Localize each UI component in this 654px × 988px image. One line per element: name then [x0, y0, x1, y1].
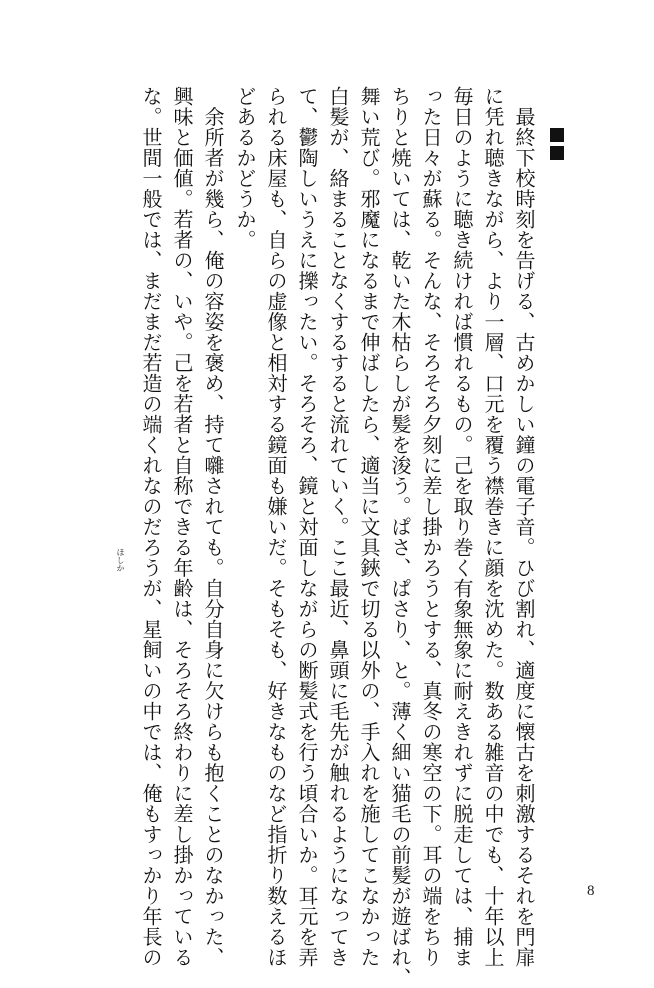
text-column: られる床屋も、自らの虚像と相対する鏡面も嫌いだ。そもそも、好きなものなど指折り数えるほ [264, 86, 288, 968]
text-column: ちりと焼いては、乾いた木枯らしが髪を浚う。ぱさ、ぱさり、と。薄く細い猫毛の前髪が遊ばれ、 [388, 86, 412, 988]
text-column: どあるかどうか。 [233, 86, 257, 250]
ruby-annotation: ほしか [116, 548, 125, 572]
text-column: て、鬱陶しいうえに擽ったい。そろそろ、鏡と対面しながらの断髪式を行う頃合いか。耳元を弄 [295, 86, 319, 968]
text-column: 興味と価値。若者の、いや。己を若者と自称できる年齢は、そろそろ終わりに差し掛かっている [170, 86, 194, 968]
text-column: に凭れ聴きながら、より一層、口元を覆う襟巻きに顔を沈めた。数ある雑音の中でも、十年以上 [481, 86, 505, 968]
text-column: 余所者が幾ら、俺の容姿を褒め、持て囃されても。自分自身に欠けらも抱くことのなかった、 [201, 86, 225, 968]
text-column: な。世間一般では、まだまだ若造の端くれなのだろうが、星飼いの中では、俺もすっかり年長の [139, 86, 163, 968]
text-column: 白髪が、絡まることなくするすると流れていく。ここ最近、鼻頭に毛先が触れるようになってき [326, 86, 350, 968]
text-column: った日々が蘇る。そんな、そろそろ夕刻に差し掛かろうとする、真冬の寒空の下。耳の端をちり [419, 86, 443, 968]
page-number: 8 [587, 883, 595, 899]
text-column: 毎日のように聴き続ければ慣れるもの。己を取り巻く有象無象に耐えきれずに脱走しては、捕ま [450, 86, 474, 968]
section-marks [547, 128, 567, 166]
text-column: 最終下校時刻を告げる、古めかしい鐘の電子音。ひび割れ、適度に懐古を刺激するそれを門扉 [512, 86, 536, 968]
square-mark-icon [550, 128, 564, 142]
text-column: 舞い荒び。邪魔になるまで伸ばしたら、適当に文具鋏で切る以外の、手入れを施してこなかった [357, 86, 381, 968]
square-mark-icon [550, 146, 564, 160]
